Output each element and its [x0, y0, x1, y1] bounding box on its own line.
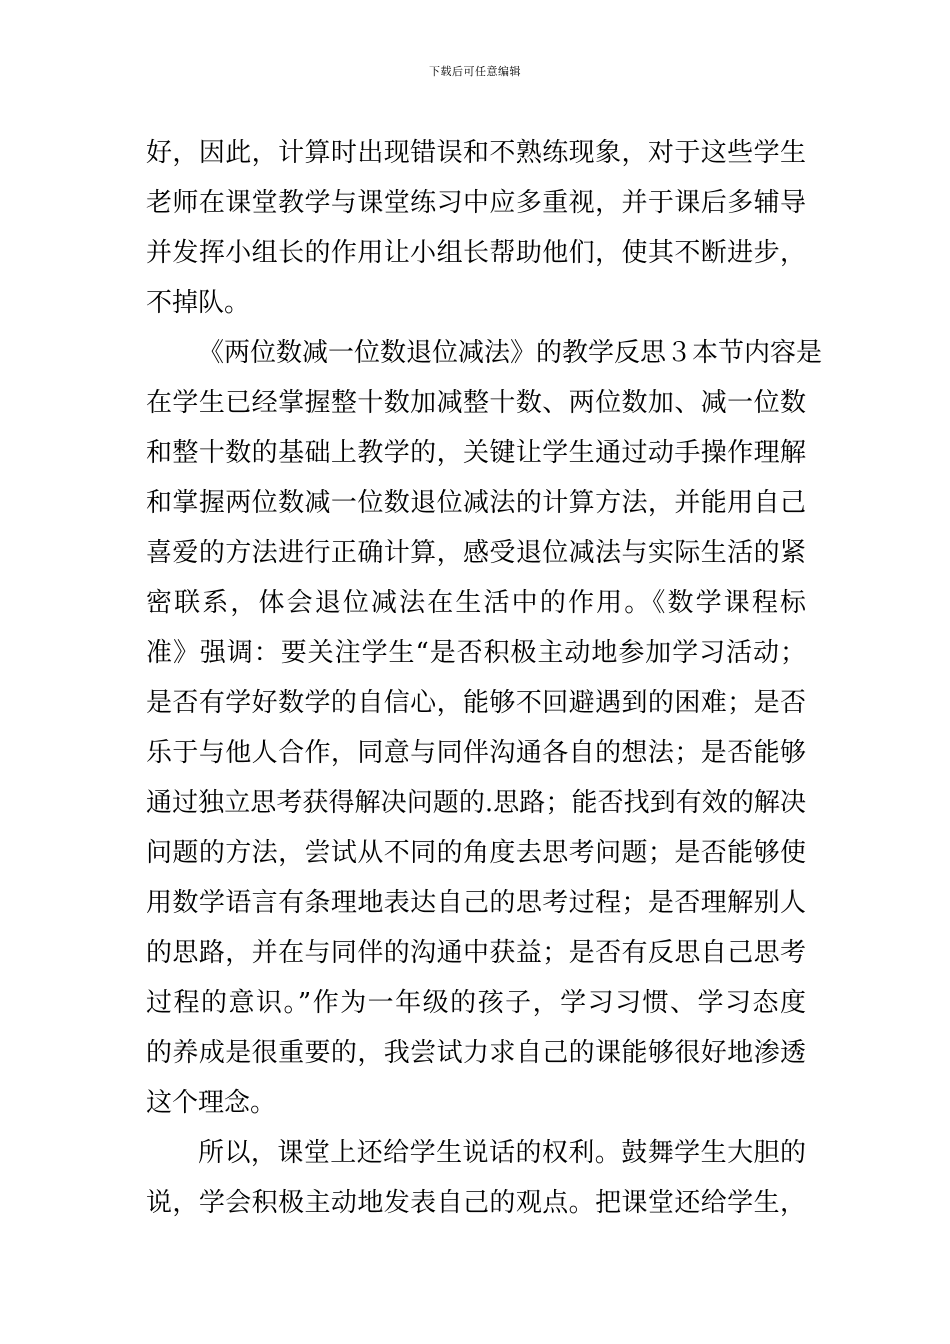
text-line: 准》强调：要关注学生“是否积极主动地参加学习活动； [146, 638, 806, 668]
text-line: 老师在课堂教学与课堂练习中应多重视，并于课后多辅导 [146, 188, 806, 218]
text-line: 乐于与他人合作，同意与同伴沟通各自的想法；是否能够 [146, 738, 806, 768]
text-line: 这个理念。 [146, 1088, 277, 1118]
text-line: 喜爱的方法进行正确计算，感受退位减法与实际生活的紧 [146, 538, 806, 568]
text-line: 通过独立思考获得解决问题的.思路；能否找到有效的解决 [146, 788, 806, 818]
text-line: 在学生已经掌握整十数加减整十数、两位数加、减一位数 [146, 388, 806, 418]
paragraph-3 [146, 1128, 806, 1228]
text-line: 的思路，并在与同伴的沟通中获益；是否有反思自己思考 [146, 938, 806, 968]
text-line: 密联系，体会退位减法在生活中的作用。《数学课程标 [146, 588, 806, 618]
text-line: 和掌握两位数减一位数退位减法的计算方法，并能用自己 [146, 488, 806, 518]
paragraph-2 [146, 328, 823, 1128]
text-line: 的养成是很重要的，我尝试力求自己的课能够很好地渗透 [146, 1038, 806, 1068]
text-line: 不掉队。 [146, 288, 251, 318]
text-line: 说，学会积极主动地发表自己的观点。把课堂还给学生， [146, 1188, 806, 1218]
text-line: 过程的意识。”作为一年级的孩子，学习习惯、学习态度 [146, 988, 806, 1018]
text-line: 和整十数的基础上教学的，关键让学生通过动手操作理解 [146, 438, 806, 468]
text-line: 用数学语言有条理地表达自己的思考过程；是否理解别人 [146, 888, 806, 918]
page-header: 下载后可任意编辑 [429, 65, 521, 78]
text-line: 并发挥小组长的作用让小组长帮助他们，使其不断进步， [146, 238, 806, 268]
text-line: 好，因此，计算时出现错误和不熟练现象，对于这些学生 [146, 138, 806, 168]
text-line: 是否有学好数学的自信心，能够不回避遇到的困难；是否 [146, 688, 806, 718]
document-body [146, 128, 823, 1228]
paragraph-1 [146, 128, 806, 328]
text-line: 所以，课堂上还给学生说话的权利。鼓舞学生大胆的 [198, 1138, 806, 1168]
text-line: 《两位数减一位数退位减法》的教学反思３本节内容是 [198, 338, 823, 368]
text-line: 问题的方法，尝试从不同的角度去思考问题；是否能够使 [146, 838, 806, 868]
